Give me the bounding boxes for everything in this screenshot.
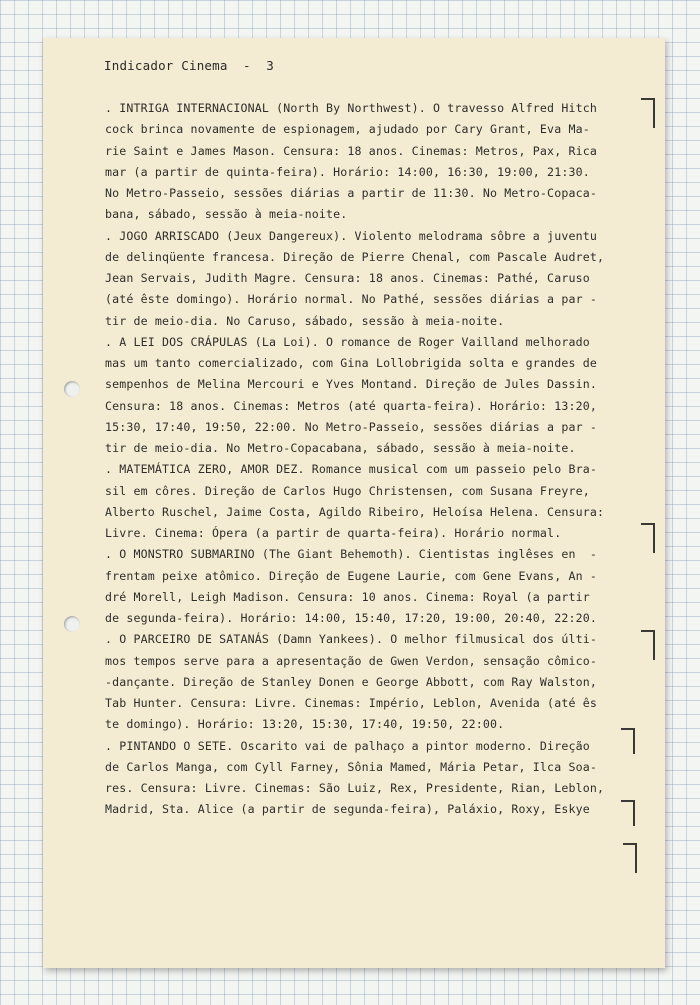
punch-hole-top <box>64 381 80 397</box>
film-entry-pintando-o-sete <box>105 736 650 821</box>
film-entry-o-parceiro-de-satanas <box>105 629 650 735</box>
review-listings <box>105 98 650 821</box>
text-line: No Metro-Passeio, sessões diárias a partir de 11:30. No Metro-Copaca- <box>105 186 597 200</box>
film-entry-a-lei-dos-crapulas <box>105 332 650 460</box>
text-line: mos tempos serve para a apresentação de Gwen Verdon, sensação cômico- <box>105 653 597 668</box>
text-line: . MATEMÁTICA ZERO, AMOR DEZ. Romance musical com um passeio pelo Bra- <box>105 462 597 477</box>
text-line: Tab Hunter. Censura: Livre. Cinemas: Império, Leblon, Avenida (até ês <box>105 696 597 710</box>
text-line: -dançante. Direção de Stanley Donen e George Abbott, com Ray Walston, <box>105 674 597 689</box>
text-line: cock brinca novamente de espionagem, ajudado por Cary Grant, Eva Ma- <box>105 122 590 137</box>
text-line: dré Morell, Leigh Madison. Censura: 10 anos. Cinema: Royal (a partir <box>105 589 590 604</box>
text-line: tir de meio-dia. No Caruso, sábado, sessão à meia-noite. <box>105 313 505 328</box>
text-line: . PINTANDO O SETE. Oscarito vai de palhaço a pintor moderno. Direção <box>105 738 590 753</box>
text-line: de delinqüente francesa. Direção de Pierre Chenal, com Pascale Audret, <box>105 249 605 264</box>
text-line: Alberto Ruschel, Jaime Costa, Agildo Ribeiro, Heloísa Helena. Censura: <box>105 504 605 519</box>
punch-hole-bottom <box>64 616 80 632</box>
typewritten-page <box>43 38 665 968</box>
text-line: bana, sábado, sessão à meia-noite. <box>105 207 348 222</box>
text-line: mar (a partir de quinta-feira). Horário: 14:00, 16:30, 19:00, 21:30. <box>105 164 590 179</box>
film-entry-o-monstro-submarino <box>105 544 650 629</box>
text-line: rie Saint e James Mason. Censura: 18 anos. Cinemas: Metros, Pax, Rica <box>105 143 597 158</box>
text-line: Livre. Cinema: Ópera (a partir de quarta-feira). Horário normal. <box>105 526 562 540</box>
film-entry-intriga-internacional <box>105 98 650 226</box>
text-line: . INTRIGA INTERNACIONAL (North By Northwest). O travesso Alfred Hitch <box>105 101 597 115</box>
text-line: de segunda-feira). Horário: 14:00, 15:40, 17:20, 19:00, 20:40, 22:20. <box>105 611 597 625</box>
text-line: Madrid, Sta. Alice (a partir de segunda-feira), Paláxio, Roxy, Eskye <box>105 802 590 817</box>
text-line: sil em côres. Direção de Carlos Hugo Christensen, com Susana Freyre, <box>105 483 590 498</box>
text-line: Jean Servais, Judith Magre. Censura: 18 anos. Cinemas: Pathé, Caruso <box>105 271 590 285</box>
text-line: (até êste domingo). Horário normal. No Pathé, sessões diárias a par - <box>105 292 597 307</box>
text-line: frentam peixe atômico. Direção de Eugene Laurie, com Gene Evans, An - <box>105 568 597 583</box>
text-line: . O MONSTRO SUBMARINO (The Giant Behemoth). Cientistas inglêses en - <box>105 547 597 562</box>
text-line: . O PARCEIRO DE SATANÁS (Damn Yankees). O melhor filmusical dos últi- <box>105 632 597 647</box>
page-header: Indicador Cinema - 3 <box>104 58 274 73</box>
text-line: res. Censura: Livre. Cinemas: São Luiz, Rex, Presidente, Rian, Leblon, <box>105 781 605 795</box>
text-line: sempenhos de Melina Mercouri e Yves Montand. Direção de Jules Dassin. <box>105 377 597 392</box>
film-entry-matematica-zero <box>105 459 650 544</box>
text-line: Censura: 18 anos. Cinemas: Metros (até quarta-feira). Horário: 13:20, <box>105 398 597 413</box>
text-line: mas um tanto comercializado, com Gina Lollobrigida solta e grandes de <box>105 356 597 370</box>
film-entry-jogo-arriscado <box>105 226 650 332</box>
text-line: . A LEI DOS CRÁPULAS (La Loi). O romance de Roger Vailland melhorado <box>105 334 590 349</box>
text-line: tir de meio-dia. No Metro-Copacabana, sábado, sessão à meia-noite. <box>105 441 576 455</box>
text-line: de Carlos Manga, com Cyll Farney, Sônia Mamed, Mária Petar, Ilca Soa- <box>105 759 597 774</box>
text-line: 15:30, 17:40, 19:50, 22:00. No Metro-Passeio, sessões diárias a par - <box>105 419 597 434</box>
text-line: te domingo). Horário: 13:20, 15:30, 17:40, 19:50, 22:00. <box>105 717 505 732</box>
margin-bracket-mark <box>623 843 637 873</box>
text-line: . JOGO ARRISCADO (Jeux Dangereux). Violento melodrama sôbre a juventu <box>105 228 597 243</box>
